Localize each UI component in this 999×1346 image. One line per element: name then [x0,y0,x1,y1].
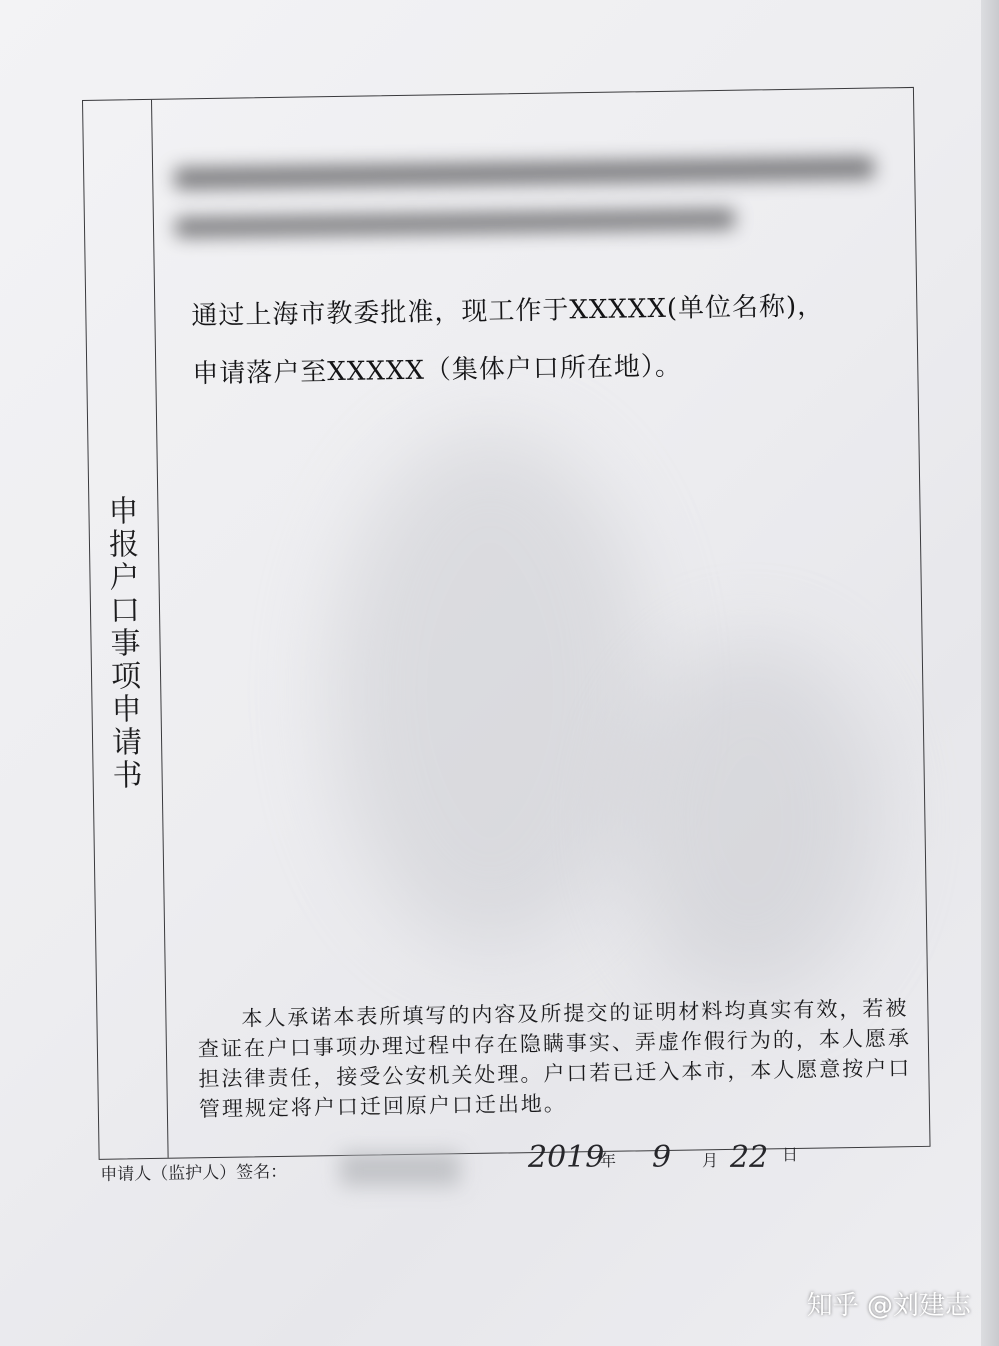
paper-edge [981,0,999,1346]
form-side-column [83,100,169,1159]
month-unit: 月 [702,1151,719,1170]
form-title: 申报户口事项申请书 [108,494,143,794]
redacted-signature [340,1152,460,1186]
application-line-2: 申请落户至XXXXX（集体户口所在地）。 [192,351,683,390]
date-day: 22 [730,1140,769,1175]
form-frame [82,87,931,1160]
watermark: 知乎 @刘建志 [806,1291,971,1321]
application-line-1: 通过上海市教委批准，现工作于XXXXX(单位名称)， [191,291,825,332]
year-unit: 年 [600,1151,617,1170]
redacted-line [175,209,735,238]
pledge-statement: 本人承诺本表所填写的内容及所提交的证明材料均真实有效，若被查证在户口事项办理过程中存在隐瞒事实、弄虚作假行为的，本人愿承担法律责任，接受公安机关处理。户口若已迁入本市，本人愿意按户口管理规定将户口迁回原户口迁出地。 [197,996,912,1122]
day-unit: 日 [782,1145,799,1164]
date-year: 2019 [528,1140,605,1175]
signature-label: 申请人（监护人）签名： [100,1162,288,1185]
redacted-line [174,157,874,190]
date-month: 9 [652,1140,672,1175]
